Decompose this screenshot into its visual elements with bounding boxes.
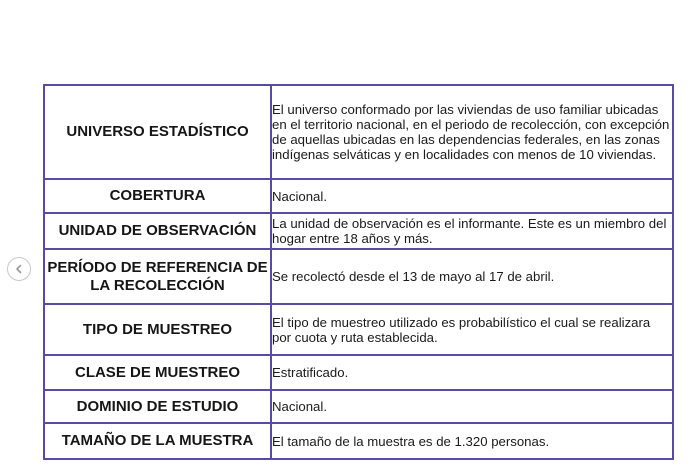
chevron-left-icon (14, 264, 24, 274)
carousel-prev-button[interactable] (7, 257, 31, 281)
technical-sheet-table (43, 84, 674, 460)
table-row (44, 249, 673, 304)
row-value: La unidad de observación es el informante. Este es un miembro del hogar entre 18 años y más. (271, 213, 673, 249)
table-row (44, 423, 673, 459)
row-value: El tamaño de la muestra es de 1.320 personas. (271, 423, 673, 459)
row-label: COBERTURA (44, 179, 271, 213)
table-row (44, 304, 673, 355)
row-value: Estratificado. (271, 355, 673, 390)
row-label: UNIVERSO ESTADÍSTICO (44, 85, 271, 179)
row-label: UNIDAD DE OBSERVACIÓN (44, 213, 271, 249)
row-value: El universo conformado por las viviendas de uso familiar ubicadas en el territorio nacional, en el periodo de recolección, con excepción de aquellas ubicadas en las dependencias federales, en las zonas indígenas selváticas y en localidades con menos de 10 viviendas. (271, 85, 673, 179)
row-label: PERÍODO DE REFERENCIA DE LA RECOLECCIÓN (44, 249, 271, 304)
row-label: CLASE DE MUESTREO (44, 355, 271, 390)
row-label: TAMAÑO DE LA MUESTRA (44, 423, 271, 459)
table-row (44, 85, 673, 179)
row-value: Se recolectó desde el 13 de mayo al 17 de abril. (271, 249, 673, 304)
row-label: DOMINIO DE ESTUDIO (44, 390, 271, 423)
table-row (44, 213, 673, 249)
row-value: Nacional. (271, 179, 673, 213)
row-label: TIPO DE MUESTREO (44, 304, 271, 355)
table-row (44, 355, 673, 390)
row-value: Nacional. (271, 390, 673, 423)
table-row (44, 179, 673, 213)
row-value: El tipo de muestreo utilizado es probabilístico el cual se realizara por cuota y ruta establecida. (271, 304, 673, 355)
table-row (44, 390, 673, 423)
